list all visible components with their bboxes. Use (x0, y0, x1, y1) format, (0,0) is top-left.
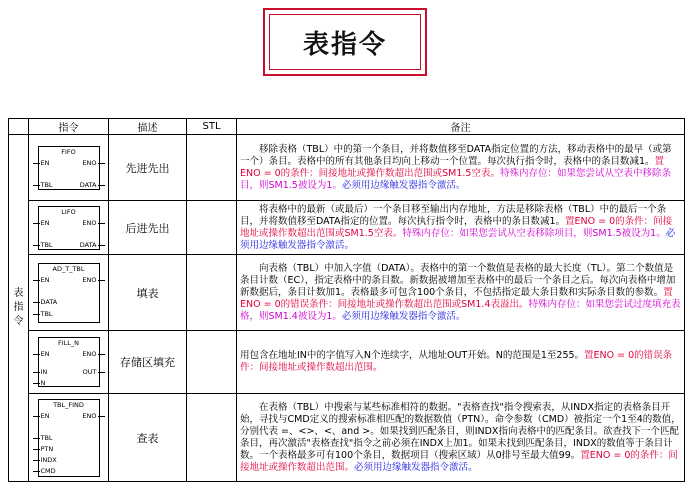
ladder-cell (29, 135, 109, 201)
block-name: FILL_N (57, 339, 79, 347)
block-name: TBL_FIND (53, 400, 84, 409)
stl-cell (187, 135, 237, 201)
pin-eno: ENO (82, 218, 97, 227)
block-name: FIFO (61, 147, 76, 156)
pin-data: DATA (79, 240, 97, 249)
note-trigger: 必须用边缘触发器指令激活。 (341, 310, 466, 322)
group-label-char: 令 (13, 316, 24, 327)
ladder-block-fifo (38, 146, 100, 190)
table-row (9, 255, 685, 331)
ladder-block-ad-t-tbl (38, 263, 100, 323)
note-trigger: 必须用边缘触发器指令激活。 (354, 461, 478, 473)
note-text: 在表格（TBL）中搜索与某些标准相符的数据。"表格查找"指令搜索表，从INDX指定的表格条目开始，寻找与CMD定义的搜索标准相匹配的数据数值（PTN）。命令参数（CMD）被指定一个1至4的数值，分别代表 =、<>、<、and >。如果找到匹配条目，则INDX指向表格中的匹配条目。欲查找下一个匹配条目，再次激活"表格查找"指令之前必须在INDX上加1。如果未找到匹配条目，INDX的数值等于条目计数。一个表格最多可有100个条目，数据项目（搜索区域）从0排号至最大值99。 (240, 401, 681, 461)
pin-eno: ENO (82, 275, 97, 284)
note-cell (237, 255, 685, 331)
ladder-cell (29, 331, 109, 394)
note-text: 向表格（TBL）中加入字值（DATA）。表格中的第一个数值是表格的最大长度（TL）。第二个数值是条目计数（EC），指定表格中的条目数。新数据被增加至表格中的最后一个条目之后。每次向表格中增加新数据后，条目计数加1。表格最多可包含100个条目，不包括指定最大条目数和实际条目数的参数。 (240, 262, 676, 298)
pin-tbl: TBL (40, 309, 53, 318)
page-title: 表指令 (302, 29, 387, 60)
note-special-memory: 特殊内存位：如果您尝试从空表中移除条目，则SM1.5被设为1。 (240, 167, 671, 191)
pin-eno: ENO (82, 350, 97, 358)
block-name: LIFO (61, 207, 76, 216)
note-cell (237, 201, 685, 255)
note-cell (237, 135, 685, 201)
note-trigger: 必须用边缘触发器指令激活。 (341, 179, 466, 191)
group-label-char: 表 (13, 288, 24, 299)
pin-en: EN (40, 218, 50, 227)
description-cell: 存储区填充 (109, 331, 187, 394)
header-blank (9, 119, 29, 135)
note-text: 用包含在地址IN中的字值写入N个连续字，从地址OUT开始。N的范围是1至255。 (240, 350, 585, 361)
pin-eno: ENO (82, 411, 97, 420)
ladder-cell (29, 394, 109, 482)
pin-tbl: TBL (40, 433, 53, 442)
note-cell (237, 331, 685, 394)
note-error-condition: 置ENO = 0的条件：间接地址或操作数超出范围。 (240, 449, 678, 473)
note-trigger: 必须用边缘触发器指令激活。 (240, 227, 676, 251)
header-note: 备注 (237, 119, 685, 135)
block-name: AD_T_TBL (52, 264, 85, 273)
pin-in: IN (40, 368, 48, 376)
note-text: 将表格中的最新（或最后）一个条目移至输出内存地址，方法是移除表格（TBL）中的最后一个条目，并将数值移至DATA指定的位置。每次执行指令时，表格中的条目数减1。 (240, 203, 667, 227)
ladder-cell (29, 255, 109, 331)
pin-tbl: TBL (40, 180, 53, 189)
group-label-char: 指 (13, 302, 24, 313)
description-cell: 填表 (109, 255, 187, 331)
ladder-block-fill-n (38, 337, 100, 387)
pin-en: EN (40, 411, 50, 420)
stl-cell (187, 201, 237, 255)
ladder-cell (29, 201, 109, 255)
pin-en: EN (40, 275, 50, 284)
description-cell: 先进先出 (109, 135, 187, 201)
table-row (9, 394, 685, 482)
stl-cell (187, 394, 237, 482)
note-error-condition: 置ENO = 0的错误条件：间接地址或操作数超出范围或SM1.4表溢出。 (240, 286, 673, 310)
pin-tbl: TBL (40, 240, 53, 249)
pin-cmd: CMD (40, 466, 56, 475)
note-error-condition: 置ENO = 0的错误条件：间接地址或操作数超出范围。 (240, 350, 673, 373)
pin-data: DATA (79, 180, 97, 189)
pin-out: OUT (82, 368, 97, 376)
note-special-memory: 特殊内存位：如果您尝试过度填充表格，则SM1.4被设为1。 (240, 298, 681, 322)
note-text: 移除表格（TBL）中的第一个条目，并将数值移至DATA指定位置的方法，移动表格中的最早（或第一个）条目。表格中的所有其他条目均向上移动一个位置。每次执行指令时，表格中的条目数减1。 (240, 143, 672, 167)
stl-cell (187, 255, 237, 331)
ladder-block-tbl-find (38, 399, 100, 477)
header-stl: STL (187, 119, 237, 135)
title-frame (263, 8, 427, 76)
note-error-condition: 置ENO = 0的条件：间接地址或操作数超出范围或SM1.5空表。 (240, 215, 673, 239)
description-cell: 后进先出 (109, 201, 187, 255)
pin-en: EN (40, 350, 50, 358)
header-description: 描述 (109, 119, 187, 135)
pin-n: N (40, 379, 46, 387)
table-row (9, 135, 685, 201)
pin-indx: INDX (40, 455, 57, 464)
header-instruction: 指令 (29, 119, 109, 135)
table-row (9, 201, 685, 255)
group-label (9, 135, 29, 482)
note-special-memory: 特殊内存位：如果您尝试从空表移除项目，则SM1.5被设为1。 (402, 227, 666, 239)
instruction-table (8, 118, 685, 482)
title-inner-frame (269, 14, 421, 70)
header-row (9, 119, 685, 135)
ladder-block-lifo (38, 206, 100, 250)
pin-ptn: PTN (40, 444, 54, 453)
stl-cell (187, 331, 237, 394)
pin-data: DATA (40, 297, 58, 306)
table-row (9, 331, 685, 394)
description-cell: 查表 (109, 394, 187, 482)
pin-eno: ENO (82, 158, 97, 167)
note-cell (237, 394, 685, 482)
note-error-condition: 置ENO = 0的条件：间接地址或操作数超出范围或SM1.5空表。 (240, 155, 665, 179)
pin-en: EN (40, 158, 50, 167)
